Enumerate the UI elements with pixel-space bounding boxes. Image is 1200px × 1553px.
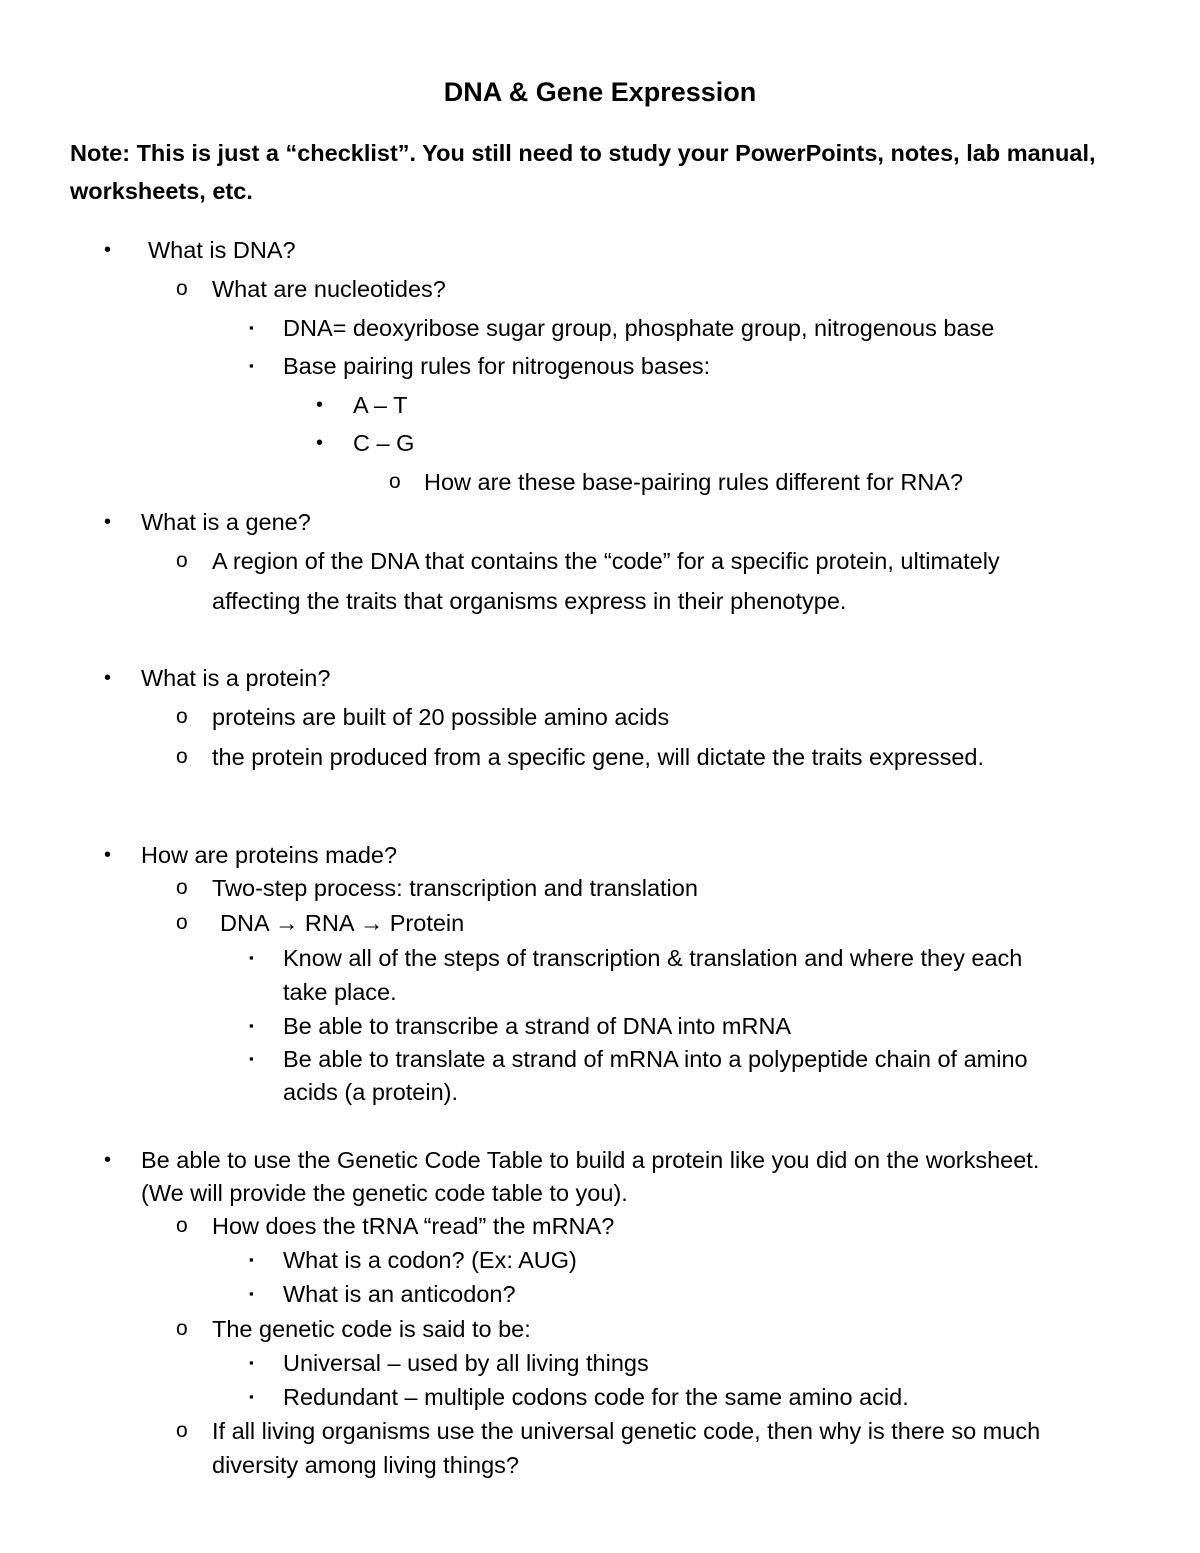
item-know-steps-2: take place. <box>283 979 397 1005</box>
item-translate-2: acids (a protein). <box>283 1079 459 1105</box>
bullet-marker: • <box>104 844 112 866</box>
item-diversity-1: If all living organisms use the universal genetic code, then why is there so much <box>212 1418 1041 1444</box>
item-protein-traits: the protein produced from a specific gene, will dictate the traits expressed. <box>212 744 984 770</box>
item-gene-definition-1: A region of the DNA that contains the “code” for a specific protein, ultimately <box>212 548 1000 574</box>
item-base-pairing: Base pairing rules for nitrogenous bases: <box>283 353 711 379</box>
item-gene-definition-2: affecting the traits that organisms express in their phenotype. <box>212 588 847 614</box>
square-marker: ▪ <box>249 1051 254 1066</box>
item-dna-rna-protein: DNA → RNA → Protein <box>220 910 465 936</box>
bullet-marker: • <box>104 667 112 689</box>
item-amino-acids: proteins are built of 20 possible amino acids <box>212 704 670 730</box>
note-line-2: worksheets, etc. <box>70 178 253 204</box>
item-anticodon: What is an anticodon? <box>283 1281 516 1307</box>
circle-marker: o <box>176 911 188 934</box>
item-code-said: The genetic code is said to be: <box>212 1316 531 1342</box>
item-know-steps-1: Know all of the steps of transcription & translation and where they each <box>283 945 1023 971</box>
item-trna-read: How does the tRNA “read” the mRNA? <box>212 1213 615 1239</box>
bullet-marker: • <box>104 1149 112 1171</box>
item-redundant: Redundant – multiple codons code for the same amino acid. <box>283 1384 909 1410</box>
square-marker: ▪ <box>249 320 254 335</box>
item-dna-components: DNA= deoxyribose sugar group, phosphate group, nitrogenous base <box>283 315 995 341</box>
square-marker: ▪ <box>249 950 254 965</box>
circle-marker: o <box>176 277 188 300</box>
question-what-is-dna: What is DNA? <box>148 237 296 263</box>
question-what-is-gene: What is a gene? <box>141 509 311 535</box>
circle-marker: o <box>176 745 188 768</box>
bullet-marker: • <box>104 239 112 261</box>
square-marker: ▪ <box>249 1389 254 1404</box>
square-marker: ▪ <box>249 1018 254 1033</box>
item-nucleotides: What are nucleotides? <box>212 276 446 302</box>
item-translate-1: Be able to translate a strand of mRNA into a polypeptide chain of amino <box>283 1046 1028 1072</box>
question-how-proteins-made: How are proteins made? <box>141 842 398 868</box>
circle-marker: o <box>176 549 188 572</box>
item-genetic-code-table-1: Be able to use the Genetic Code Table to build a protein like you did on the worksheet. <box>141 1147 1040 1173</box>
circle-marker: o <box>389 470 401 493</box>
item-universal: Universal – used by all living things <box>283 1350 649 1376</box>
square-marker: ▪ <box>249 1286 254 1301</box>
bullet-marker: • <box>316 432 324 454</box>
pair-c-g: C – G <box>353 430 415 456</box>
square-marker: ▪ <box>249 1355 254 1370</box>
circle-marker: o <box>176 705 188 728</box>
item-two-step: Two-step process: transcription and translation <box>212 875 698 901</box>
question-what-is-protein: What is a protein? <box>141 665 331 691</box>
circle-marker: o <box>176 1214 188 1237</box>
circle-marker: o <box>176 1419 188 1442</box>
item-diversity-2: diversity among living things? <box>212 1452 519 1478</box>
circle-marker: o <box>176 876 188 899</box>
bullet-marker: • <box>316 394 324 416</box>
bullet-marker: • <box>104 511 112 533</box>
note-line-1: Note: This is just a “checklist”. You still need to study your PowerPoints, notes, lab manual, <box>70 140 1096 166</box>
square-marker: ▪ <box>249 1252 254 1267</box>
circle-marker: o <box>176 1317 188 1340</box>
item-rna-pairing: How are these base-pairing rules different for RNA? <box>424 469 964 495</box>
square-marker: ▪ <box>249 358 254 373</box>
item-codon: What is a codon? (Ex: AUG) <box>283 1247 577 1273</box>
page-title: DNA & Gene Expression <box>443 77 757 107</box>
item-transcribe: Be able to transcribe a strand of DNA into mRNA <box>283 1013 792 1039</box>
item-genetic-code-table-2: (We will provide the genetic code table to you). <box>141 1180 628 1206</box>
pair-a-t: A – T <box>353 392 408 418</box>
